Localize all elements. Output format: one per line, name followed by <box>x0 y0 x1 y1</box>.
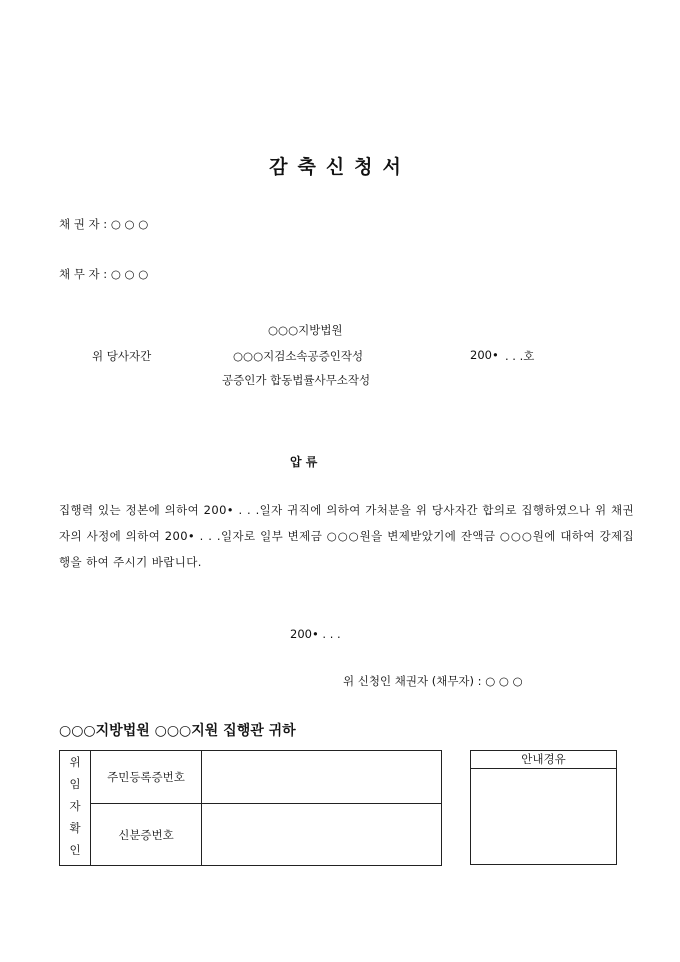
notice-box <box>470 750 617 865</box>
verification-char: 위 <box>69 755 81 769</box>
resident-id-field[interactable] <box>202 751 442 804</box>
addressee: ○○○지방법원 ○○○지원 집행관 귀하 <box>59 723 296 739</box>
date-line: 200• . . . <box>290 627 341 641</box>
verification-char: 확 <box>69 821 81 835</box>
notary-office: ○○○지검소속공증인작성 <box>233 349 364 363</box>
law-firm: 공증인가 합동법률사무소작성 <box>222 373 371 387</box>
case-year: 200• <box>470 348 499 362</box>
verification-char: 임 <box>69 777 81 791</box>
applicant-line: 위 신청인 채권자 (채무자) : ○ ○ ○ <box>343 674 523 688</box>
identity-table <box>59 750 442 866</box>
creditor-line: 채 권 자 : ○ ○ ○ <box>59 217 149 231</box>
id-card-field[interactable] <box>202 804 442 866</box>
verification-char: 인 <box>69 843 81 857</box>
court-name: ○○○지방법원 <box>268 323 343 337</box>
case-number: . . .호 <box>505 349 535 363</box>
resident-id-label: 주민등록증번호 <box>91 751 202 804</box>
verification-char: 자 <box>69 799 81 813</box>
id-card-label: 신분증번호 <box>91 804 202 866</box>
verification-label <box>60 751 91 866</box>
body-text: 집행력 있는 정본에 의하여 200• . . .일자 귀직에 의하여 가처분을 위 당사자간 합의로 집행하였으나 위 채권자의 사정에 의하여 200• . . .일자로 일부 변제금 ○○○원을 변제받았기에 잔액금 ○○○원에 대하여 강제집행을 하여 주시기 바랍니다. <box>59 503 634 569</box>
parties-label: 위 당사자간 <box>92 349 152 363</box>
page-title: 감축신청서 <box>269 156 411 178</box>
notice-title: 안내경유 <box>471 751 616 769</box>
section-heading: 압 류 <box>290 455 318 469</box>
debtor-line: 채 무 자 : ○ ○ ○ <box>59 267 149 281</box>
